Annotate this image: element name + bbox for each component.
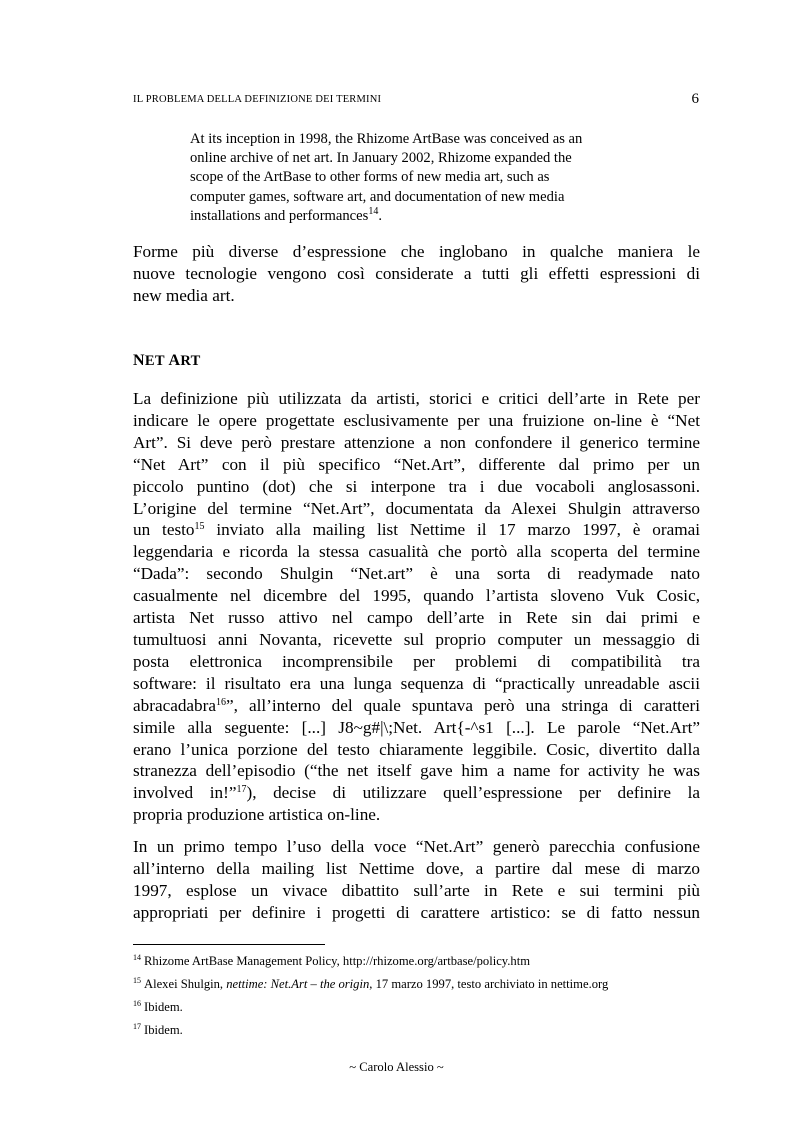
footnote-ref: 14 <box>368 205 379 217</box>
footnote-divider <box>133 944 325 945</box>
page-number: 6 <box>691 91 699 107</box>
footnote-ref: 17 <box>236 784 247 796</box>
text-line: “Net Art” con il più specifico “Net.Art”, differente dal primo per un <box>133 454 700 474</box>
paragraph-2 <box>133 388 700 826</box>
heading-rest: RT <box>180 353 201 369</box>
text-line: Art”. Si deve però prestare attenzione a non confondere il generico termine <box>133 432 700 452</box>
footnote-text: Rhizome ArtBase Management Policy, http://rhizome.org/artbase/policy.htm <box>144 954 531 968</box>
paragraph-1 <box>133 241 700 307</box>
footnote-text: , 17 marzo 1997, testo archiviato in nettime.org <box>369 977 609 991</box>
text-line: La definizione più utilizzata da artisti, storici e critici dell’arte in Rete per <box>133 389 700 408</box>
text-line <box>133 695 700 717</box>
text-line: 1997, esplose un vivace dibattito sull’arte in Rete e sui termini più <box>133 880 700 900</box>
text-line: simile alla seguente: [...] J8~g#|\;Net. Art{-^s1 [...]. Le parole “Net.Art” <box>133 717 700 737</box>
text-span: un testo <box>133 520 195 540</box>
text-line: “Dada”: secondo Shulgin “Net.art” è una sorta di readymade nato <box>133 564 700 584</box>
text-span: ), decise di utilizzare quell’espressione per definire la <box>246 783 700 803</box>
footnote-ref: 16 <box>216 696 227 708</box>
text-line: tumultuosi anni Novanta, ricevette sul proprio computer un messaggio di <box>133 629 700 649</box>
text-line <box>133 782 700 804</box>
text-line: new media art. <box>133 285 235 305</box>
text-line: propria produzione artistica on-line. <box>133 805 381 825</box>
text-line: leggendaria e ricorda la stessa casualità che portò alla scoperta del termine <box>133 542 700 562</box>
footnote-text: Ibidem. <box>144 1000 183 1014</box>
footnote <box>133 1023 183 1038</box>
header-title: IL PROBLEMA DELLA DEFINIZIONE DEI TERMINI <box>133 94 382 105</box>
text-line: software: il risultato era una lunga sequenza di “practically unreadable ascii <box>133 673 700 693</box>
heading-initial: A <box>168 352 181 369</box>
text-line: casualmente nel dicembre del 1995, quando l’artista sloveno Vuk Cosic, <box>133 586 700 606</box>
quote-end: . <box>378 207 382 224</box>
footnote-number: 15 <box>133 976 141 985</box>
text-line: piccolo puntino (dot) che si interpone tra i due vocaboli anglosassoni. <box>133 476 700 496</box>
running-header <box>133 91 699 114</box>
text-span: involved in!” <box>133 783 237 803</box>
text-line: erano l’unica porzione del testo chiaramente leggibile. Cosic, divertito dalla <box>133 739 700 759</box>
text-span: abracadabra <box>133 695 217 715</box>
heading-initial: N <box>133 352 145 369</box>
quote-line: scope of the ArtBase to other forms of new media art, such as <box>190 169 550 186</box>
text-line: In un primo tempo l’uso della voce “Net.Art” generò parecchia confusione <box>133 837 700 856</box>
paragraph-3 <box>133 836 700 924</box>
quote-line: computer games, software art, and documentation of new media <box>190 188 565 205</box>
block-quote <box>190 130 660 226</box>
text-line: posta elettronica incomprensibile per problemi di compatibilità tra <box>133 651 700 671</box>
text-line <box>133 519 700 541</box>
quote-line: At its inception in 1998, the Rhizome ArtBase was conceived as an <box>190 131 583 147</box>
text-line: L’origine del termine “Net.Art”, documentata da Alexei Shulgin attraverso <box>133 498 700 518</box>
text-line: artista Net russo attivo nel campo dell’arte in Rete sin dai primi e <box>133 608 700 628</box>
footnote <box>133 954 530 969</box>
footnote-number: 16 <box>133 999 141 1008</box>
footnote-text: Alexei Shulgin, <box>144 977 227 991</box>
text-line: indicare le opere progettate esclusivamente per una fruizione on-line è “Net <box>133 410 700 430</box>
text-line: appropriati per definire i progetti di carattere artistico: se di fatto nessun <box>133 902 700 922</box>
quote-text: installations and performances <box>190 207 369 224</box>
footnote <box>133 977 608 992</box>
text-span: inviato alla mailing list Nettime il 17 marzo 1997, è oramai <box>204 520 700 540</box>
footnote-text: Ibidem. <box>144 1023 183 1037</box>
footnote-title: nettime: Net.Art – the origin <box>226 977 370 991</box>
footnote <box>133 1000 183 1015</box>
page-footer: ~ Carolo Alessio ~ <box>349 1060 444 1074</box>
text-span: ”, all’interno del quale spuntava però una stringa di caratteri <box>226 695 700 715</box>
text-line: stranezza dell’episodio (“the net itself gave him a name for activity he was <box>133 761 700 781</box>
footnote-ref: 15 <box>194 521 205 533</box>
text-line: nuove tecnologie vengono così considerate a tutti gli effetti espressioni di <box>133 263 700 283</box>
text-line: all’interno della mailing list Nettime dove, a partire dal mese di marzo <box>133 858 700 878</box>
quote-line: online archive of net art. In January 2002, Rhizome expanded the <box>190 150 572 167</box>
section-heading <box>133 352 201 370</box>
footnote-number: 14 <box>133 953 141 962</box>
text-line: Forme più diverse d’espressione che inglobano in qualche maniera le <box>133 242 700 261</box>
quote-line <box>190 207 660 226</box>
footnote-number: 17 <box>133 1022 141 1031</box>
heading-rest: ET <box>144 353 165 369</box>
